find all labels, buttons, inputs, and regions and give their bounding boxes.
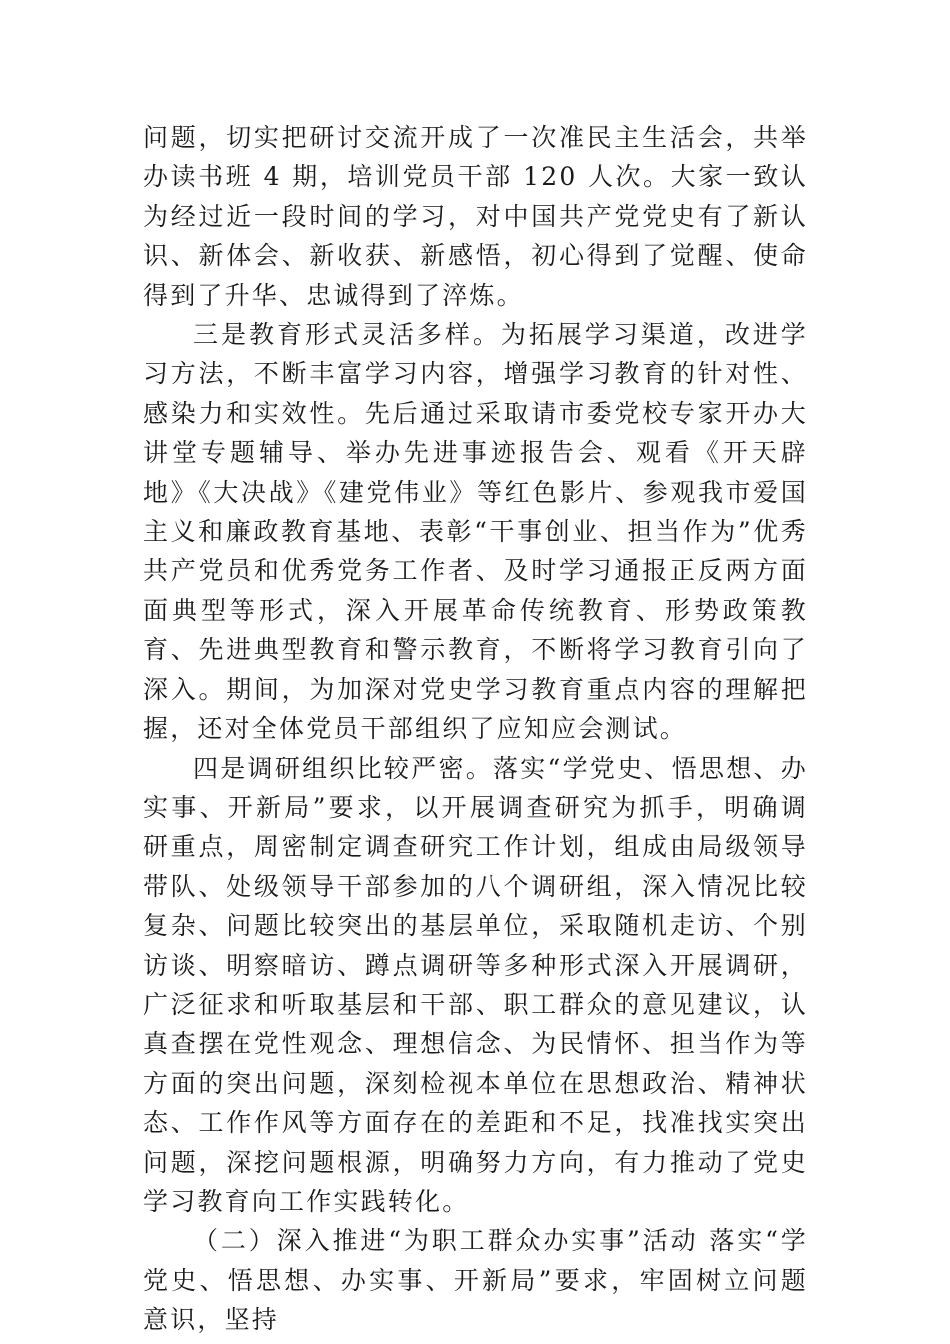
paragraph-continuation: 问题，切实把研讨交流开成了一次准民主生活会，共举办读书班 4 期，培训党员干部 120 人次。大家一致认为经过近一段时间的学习，对中国共产党党史有了新认识、新体会、新收获、新感悟，初心得到了觉醒、使命得到了升华、忠诚得到了淬炼。 [143, 123, 808, 310]
paragraph-education-forms: 三是教育形式灵活多样。为拓展学习渠道，改进学习方法，不断丰富学习内容，增强学习教育的针对性、感染力和实效性。先后通过采取请市委党校专家开办大讲堂专题辅导、举办先进事迹报告会、观看《开天辟地》《大决战》《建党伟业》等红色影片、参观我市爱国主义和廉政教育基地、表彰“干事创业、担当作为”优秀共产党员和优秀党务工作者、及时学习通报正反两方面面典型等形式，深入开展革命传统教育、形势政策教育、先进典型教育和警示教育，不断将学习教育引向了深入。期间，为加深对党史学习教育重点内容的理解把握，还对全体党员干部组织了应知应会测试。 [143, 320, 808, 744]
paragraph-section-two: （二）深入推进“为职工群众办实事”活动 落实“学党史、悟思想、办实事、开新局”要求，牢固树立问题意识，坚持 [143, 1226, 808, 1335]
document-body [143, 118, 808, 1340]
paragraph-research-organization: 四是调研组织比较严密。落实“学党史、悟思想、办实事、开新局”要求，以开展调查研究为抓手，明确调研重点，周密制定调查研究工作计划，组成由局级领导带队、处级领导干部参加的八个调研组，深入情况比较复杂、问题比较突出的基层单位，采取随机走访、个别访谈、明察暗访、蹲点调研等多种形式深入开展调研，广泛征求和听取基层和干部、职工群众的意见建议，认真查摆在党性观念、理想信念、为民情怀、担当作为等方面的突出问题，深刻检视本单位在思想政治、精神状态、工作作风等方面存在的差距和不足，找准找实突出问题，深挖问题根源，明确努力方向，有力推动了党史学习教育向工作实践转化。 [143, 753, 808, 1216]
